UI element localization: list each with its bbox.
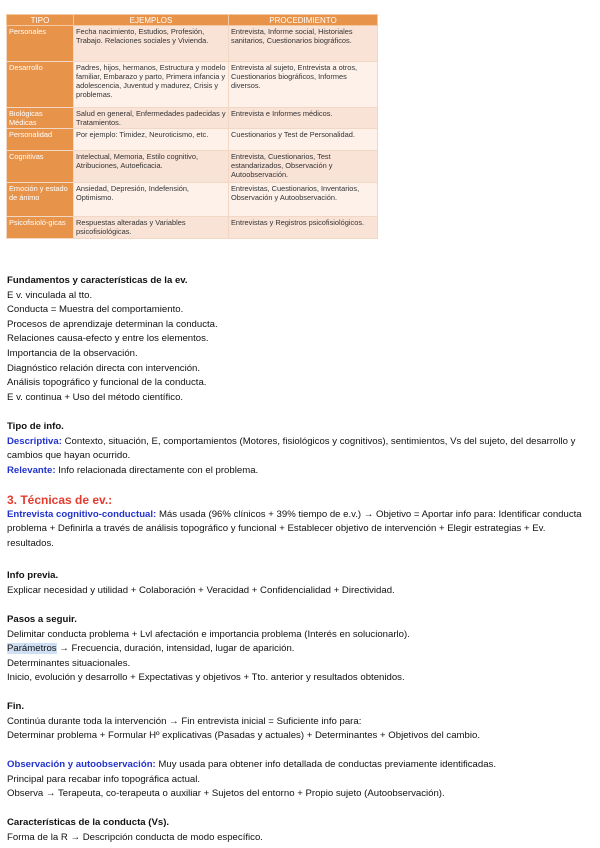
- fundamentos-line: Conducta = Muestra del comportamiento.: [7, 304, 184, 316]
- table-row: [7, 62, 378, 108]
- caracteristicas-section: [7, 816, 594, 845]
- cell-procedimiento: Entrevistas, Cuestionarios, Inventarios, Observación y Autoobservación.: [229, 183, 378, 217]
- fundamentos-heading: Fundamentos y características de la ev.: [7, 275, 188, 286]
- info-previa-section: [7, 569, 594, 598]
- pasos-line-parametros: [7, 642, 594, 657]
- fundamentos-line: Procesos de aprendizaje determinan la conducta.: [7, 318, 218, 330]
- table-row: [7, 151, 378, 183]
- cell-procedimiento: Entrevista al sujeto, Entrevista a otros, Cuestionarios biográficos, Informes diversos.: [229, 62, 378, 108]
- descriptiva-paragraph: [7, 435, 594, 464]
- descriptiva-text: Contexto, situación, E, comportamientos (Motores, fisiológicos y cognitivos), sentimientos, Vs del sujeto, del desarrollo y cambios que hayan ocurrido.: [7, 435, 576, 462]
- table-row: [7, 217, 378, 239]
- fundamentos-line: Análisis topográfico y funcional de la conducta.: [7, 377, 207, 389]
- cell-procedimiento: Entrevista, Cuestionarios, Test estandarizados, Observación y Autoobservación.: [229, 151, 378, 183]
- relevante-label: Relevante:: [7, 464, 56, 476]
- fundamentos-line: Relaciones causa-efecto y entre los elementos.: [7, 333, 209, 345]
- caracteristicas-line: Forma de la R → Descripción conducta de modo específico.: [7, 831, 263, 843]
- cell-tipo: Psicofisioló-gicas: [7, 217, 74, 239]
- cell-tipo: Personales: [7, 26, 74, 62]
- tipo-info-section: [7, 420, 594, 478]
- cell-ejemplos: Ansiedad, Depresión, Indefensión, Optimismo.: [74, 183, 229, 217]
- cell-ejemplos: Intelectual, Memoria, Estilo cognitivo, Atribuciones, Autoeficacia.: [74, 151, 229, 183]
- entrevista-label: Entrevista cognitivo-conductual:: [7, 508, 157, 520]
- cell-ejemplos: Fecha nacimiento, Estudios, Profesión, Trabajo. Relaciones sociales y Vivienda.: [74, 26, 229, 62]
- tecnicas-section: [7, 493, 594, 551]
- relevante-text: Info relacionada directamente con el problema.: [58, 464, 259, 476]
- fundamentos-line: Importancia de la observación.: [7, 347, 138, 359]
- cell-tipo: Personalidad: [7, 129, 74, 151]
- tecnicas-heading: 3. Técnicas de ev.:: [7, 493, 113, 507]
- cell-procedimiento: Entrevistas y Registros psicofisiológicos.: [229, 217, 378, 239]
- info-table: [6, 14, 378, 239]
- observacion-label: Observación y autoobservación:: [7, 759, 156, 770]
- header-procedimiento: PROCEDIMIENTO: [229, 15, 378, 26]
- observacion-text: Muy usada para obtener info detallada de conductas previamente identificadas.: [158, 759, 497, 770]
- cell-ejemplos: Respuestas alteradas y Variables psicofisiológicas.: [74, 217, 229, 239]
- table-row: [7, 183, 378, 217]
- header-ejemplos: EJEMPLOS: [74, 15, 229, 26]
- fin-line: Determinar problema + Formular Hº explicativas (Pasadas y actuales) + Determinantes + Objetivos del cambio.: [7, 730, 480, 742]
- relevante-paragraph: [7, 464, 594, 479]
- cell-tipo: Cognitivas: [7, 151, 74, 183]
- cell-tipo: Biológicas Médicas: [7, 108, 74, 129]
- cell-procedimiento: Entrevista e Informes médicos.: [229, 108, 378, 129]
- cell-procedimiento: Cuestionarios y Test de Personalidad.: [229, 129, 378, 151]
- observacion-line: Observa → Terapeuta, co-terapeuta o auxiliar + Sujetos del entorno + Propio sujeto (Autoobservación).: [7, 788, 445, 800]
- pasos-line: Inicio, evolución y desarrollo + Expectativas y objetivos + Tto. anterior y resultados obtenidos.: [7, 672, 405, 684]
- tipo-info-heading: Tipo de info.: [7, 421, 64, 432]
- cell-ejemplos: Por ejemplo: Timidez, Neuroticismo, etc.: [74, 129, 229, 151]
- entrevista-text: Más usada (96% clínicos + 39% tiempo de e.v.) → Objetivo = Aportar info para: Identificar conducta problema + Definirla a través de análisis topográfico y funcional + Establecer objetivo de intervención + Elegir estrategias + Ev. resultados.: [7, 508, 582, 549]
- cell-tipo: Desarrollo: [7, 62, 74, 108]
- descriptiva-label: Descriptiva:: [7, 435, 62, 447]
- pasos-line: Determinantes situacionales.: [7, 657, 131, 669]
- pasos-section: [7, 613, 594, 686]
- fin-line: Continúa durante toda la intervención → Fin entrevista inicial = Suficiente info para:: [7, 715, 362, 727]
- cell-tipo: Emoción y estado de ánimo: [7, 183, 74, 217]
- fundamentos-line: E v. vinculada al tto.: [7, 289, 93, 301]
- table-header-row: [7, 15, 378, 26]
- fin-section: [7, 700, 594, 744]
- table-row: [7, 108, 378, 129]
- observacion-line: Principal para recabar info topográfica actual.: [7, 773, 201, 785]
- parametros-rest: → Frecuencia, duración, intensidad, lugar de aparición.: [56, 643, 295, 655]
- header-tipo: TIPO: [7, 15, 74, 26]
- observacion-paragraph: [7, 758, 594, 773]
- fin-heading: Fin.: [7, 701, 25, 712]
- pasos-heading: Pasos a seguir.: [7, 614, 77, 625]
- fundamentos-line: Diagnóstico relación directa con intervención.: [7, 362, 201, 374]
- pasos-line: Delimitar conducta problema + Lvl afectación e importancia problema (Interés en solucionarlo).: [7, 628, 410, 640]
- info-previa-heading: Info previa.: [7, 570, 59, 581]
- fundamentos-section: [7, 274, 594, 405]
- entrevista-paragraph: [7, 508, 594, 552]
- table-row: [7, 129, 378, 151]
- cell-ejemplos: Padres, hijos, hermanos, Estructura y modelo familiar, Embarazo y parto, Primera infancia y adolescencia, Juventud y madurez, Crisis y problemas.: [74, 62, 229, 108]
- fundamentos-line: E v. continua + Uso del método científico.: [7, 391, 184, 403]
- table-row: [7, 26, 378, 62]
- cell-procedimiento: Entrevista, Informe social, Historiales sanitarios, Cuestionarios biográficos.: [229, 26, 378, 62]
- observacion-section: [7, 758, 594, 802]
- cell-ejemplos: Salud en general, Enfermedades padecidas y Tratamientos.: [74, 108, 229, 129]
- parametros-highlight: Parámetros: [7, 643, 57, 655]
- info-previa-text: Explicar necesidad y utilidad + Colaboración + Veracidad + Confidencialidad + Directividad.: [7, 584, 395, 596]
- caracteristicas-heading: Características de la conducta (Vs).: [7, 817, 170, 828]
